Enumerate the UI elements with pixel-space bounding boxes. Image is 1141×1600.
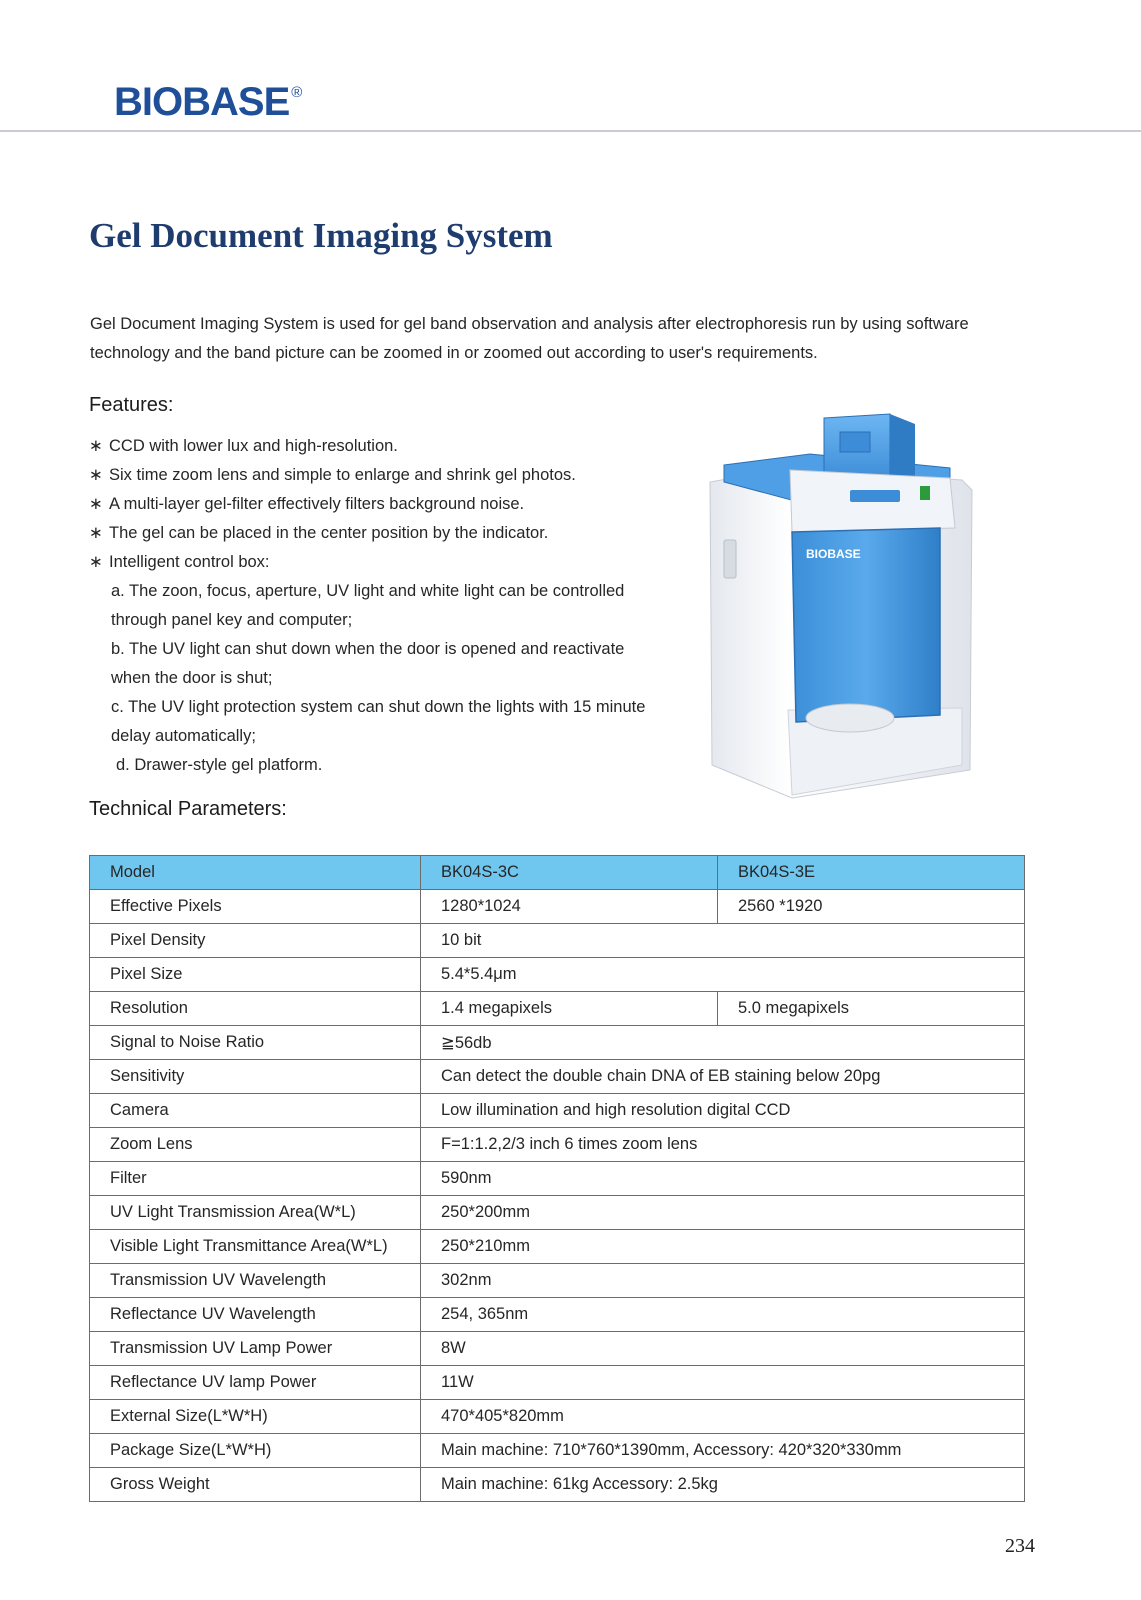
tech-params-heading: Technical Parameters: — [89, 798, 287, 820]
table-row — [90, 1060, 1025, 1094]
param-name-cell: Sensitivity — [90, 1060, 421, 1094]
table-header-row — [90, 856, 1025, 890]
param-name-cell: Filter — [90, 1162, 421, 1196]
page-number: 234 — [1005, 1535, 1035, 1557]
param-value-cell: BK04S-3C — [421, 856, 718, 890]
param-value-cell: ≧56db — [421, 1026, 1025, 1060]
param-name-cell: UV Light Transmission Area(W*L) — [90, 1196, 421, 1230]
table-row — [90, 992, 1025, 1026]
intro-paragraph: Gel Document Imaging System is used for gel band observation and analysis after electrophoresis run by using software technology and the band picture can be zoomed in or zoomed out according to user's requirements. — [90, 315, 969, 362]
feature-sub-item: b. The UV light can shut down when the door is opened and reactivate when the door is shut; — [111, 640, 625, 687]
brand-name: BIOBASE — [114, 80, 290, 124]
param-value-cell: 5.0 megapixels — [718, 992, 1025, 1026]
device-logo: BIOBASE — [806, 547, 861, 561]
gel-imaging-device-image — [700, 410, 980, 810]
param-value-cell: 302nm — [421, 1264, 1025, 1298]
param-value-cell: 590nm — [421, 1162, 1025, 1196]
param-name-cell: Zoom Lens — [90, 1128, 421, 1162]
param-value-cell: 250*210mm — [421, 1230, 1025, 1264]
param-name-cell: Visible Light Transmittance Area(W*L) — [90, 1230, 421, 1264]
param-value-cell: 254, 365nm — [421, 1298, 1025, 1332]
table-row — [90, 1230, 1025, 1264]
table-row — [90, 1332, 1025, 1366]
bullet-icon: ∗ — [89, 437, 103, 455]
feature-sub-item: a. The zoon, focus, aperture, UV light and white light can be controlled through panel key and computer; — [111, 582, 625, 629]
table-row — [90, 1196, 1025, 1230]
param-value-cell: BK04S-3E — [718, 856, 1025, 890]
param-value-cell: 1.4 megapixels — [421, 992, 718, 1026]
feature-item: ∗ The gel can be placed in the center position by the indicator. — [89, 519, 649, 548]
feature-sub-item: d. Drawer-style gel platform. — [116, 756, 323, 774]
bullet-icon: ∗ — [89, 524, 103, 542]
param-name-cell: Effective Pixels — [90, 890, 421, 924]
param-name-cell: Reflectance UV Wavelength — [90, 1298, 421, 1332]
param-value-cell: 11W — [421, 1366, 1025, 1400]
table-row — [90, 1162, 1025, 1196]
param-value-cell: Main machine: 61kg Accessory: 2.5kg — [421, 1468, 1025, 1502]
param-value-cell: 10 bit — [421, 924, 1025, 958]
param-value-cell: F=1:1.2,2/3 inch 6 times zoom lens — [421, 1128, 1025, 1162]
table-row — [90, 1468, 1025, 1502]
param-name-cell: Gross Weight — [90, 1468, 421, 1502]
header-rule — [0, 130, 1141, 132]
param-value-cell: 250*200mm — [421, 1196, 1025, 1230]
param-name-cell: External Size(L*W*H) — [90, 1400, 421, 1434]
tech-params-table — [89, 855, 1025, 1502]
feature-item: ∗ Intelligent control box: — [89, 548, 649, 577]
table-row — [90, 1366, 1025, 1400]
feature-item: ∗ CCD with lower lux and high-resolution. — [89, 432, 649, 461]
param-name-cell: Camera — [90, 1094, 421, 1128]
param-name-cell: Transmission UV Lamp Power — [90, 1332, 421, 1366]
feature-item: ∗ A multi-layer gel-filter effectively filters background noise. — [89, 490, 649, 519]
page-title: Gel Document Imaging System — [89, 216, 553, 255]
param-value-cell: 470*405*820mm — [421, 1400, 1025, 1434]
feature-item: ∗ Six time zoom lens and simple to enlarge and shrink gel photos. — [89, 461, 649, 490]
table-row — [90, 958, 1025, 992]
table-row — [90, 890, 1025, 924]
param-value-cell: 8W — [421, 1332, 1025, 1366]
table-row — [90, 1298, 1025, 1332]
param-value-cell: Main machine: 710*760*1390mm, Accessory: 420*320*330mm — [421, 1434, 1025, 1468]
features-list — [89, 432, 649, 780]
param-value-cell: 2560 *1920 — [718, 890, 1025, 924]
param-name-cell: Pixel Size — [90, 958, 421, 992]
feature-sub-item: c. The UV light protection system can shut down the lights with 15 minute delay automatically; — [111, 698, 646, 745]
param-name-cell: Model — [90, 856, 421, 890]
param-name-cell: Package Size(L*W*H) — [90, 1434, 421, 1468]
bullet-icon: ∗ — [89, 495, 103, 513]
table-row — [90, 924, 1025, 958]
param-value-cell: Low illumination and high resolution digital CCD — [421, 1094, 1025, 1128]
table-row — [90, 1094, 1025, 1128]
param-name-cell: Pixel Density — [90, 924, 421, 958]
table-row — [90, 1400, 1025, 1434]
bullet-icon: ∗ — [89, 553, 103, 571]
bullet-icon: ∗ — [89, 466, 103, 484]
param-name-cell: Signal to Noise Ratio — [90, 1026, 421, 1060]
param-value-cell: Can detect the double chain DNA of EB staining below 20pg — [421, 1060, 1025, 1094]
table-row — [90, 1264, 1025, 1298]
param-name-cell: Transmission UV Wavelength — [90, 1264, 421, 1298]
registered-mark: ® — [291, 83, 302, 101]
param-value-cell: 5.4*5.4μm — [421, 958, 1025, 992]
param-name-cell: Resolution — [90, 992, 421, 1026]
brand-logo — [114, 80, 301, 125]
table-row — [90, 1434, 1025, 1468]
param-name-cell: Reflectance UV lamp Power — [90, 1366, 421, 1400]
table-row — [90, 1026, 1025, 1060]
param-value-cell: 1280*1024 — [421, 890, 718, 924]
features-heading: Features: — [89, 394, 174, 416]
table-row — [90, 1128, 1025, 1162]
